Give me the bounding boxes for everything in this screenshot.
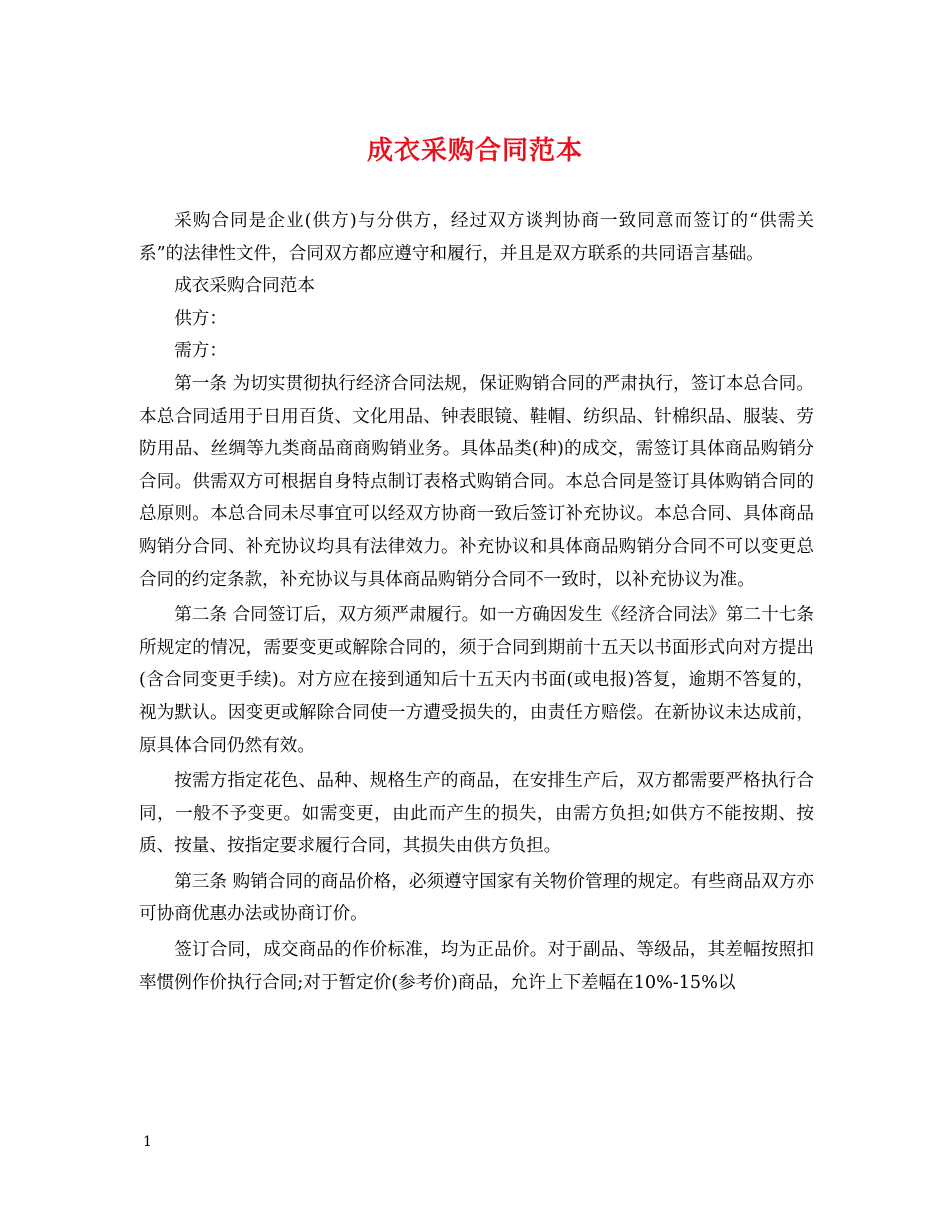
document-body	[139, 205, 814, 999]
paragraph-buyer: 需方：	[174, 341, 227, 362]
paragraph-article-3: 第三条 购销合同的商品价格，必须遵守国家有关物价管理的规定。有些商品双方亦可协商优惠办法或协商订价。	[139, 871, 814, 925]
paragraph-supplier: 供方：	[174, 308, 227, 329]
document-title: 成衣采购合同范本	[366, 136, 583, 166]
paragraph-subtitle: 成衣采购合同范本	[174, 276, 315, 297]
page-number: 1	[143, 1134, 152, 1150]
paragraph-article-1: 第一条 为切实贯彻执行经济合同法规，保证购销合同的严肃执行，签订本总合同。本总合同适用于日用百货、文化用品、钟表眼镜、鞋帽、纺织品、针棉织品、服装、劳防用品、丝绸等九类商品商商购销业务。具体品类(种)的成交，需签订具体商品购销分合同。供需双方可根据自身特点制订表格式购销合同。本总合同是签订具体购销合同的总原则。本总合同未尽事宜可以经双方协商一致后签订补充协议。本总合同、具体商品购销分合同、补充协议均具有法律效力。补充协议和具体商品购销分合同不可以变更总合同的约定条款，补充协议与具体商品购销分合同不一致时，以补充协议为准。	[139, 373, 814, 590]
paragraph-intro: 采购合同是企业(供方)与分供方，经过双方谈判协商一致同意而签订的“供需关系”的法律性文件，合同双方都应遵守和履行，并且是双方联系的共同语言基础。	[139, 211, 814, 264]
paragraph-article-2-cont: 按需方指定花色、品种、规格生产的商品，在安排生产后，双方都需要严格执行合同，一般不予变更。如需变更，由此而产生的损失，由需方负担;如供方不能按期、按质、按量、按指定要求履行合同，其损失由供方负担。	[139, 771, 814, 857]
paragraph-article-2: 第二条 合同签订后，双方须严肃履行。如一方确因发生《经济合同法》第二十七条所规定的情况，需要变更或解除合同的，须于合同到期前十五天以书面形式向对方提出(含合同变更手续)。对方应在接到通知后十五天内书面(或电报)答复，逾期不答复的，视为默认。因变更或解除合同使一方遭受损失的，由责任方赔偿。在新协议未达成前，原具体合同仍然有效。	[139, 605, 814, 756]
paragraph-article-3-cont: 签订合同，成交商品的作价标准，均为正品价。对于副品、等级品，其差幅按照扣率惯例作价执行合同;对于暂定价(参考价)商品，允许上下差幅在10%-15%以	[139, 940, 814, 993]
